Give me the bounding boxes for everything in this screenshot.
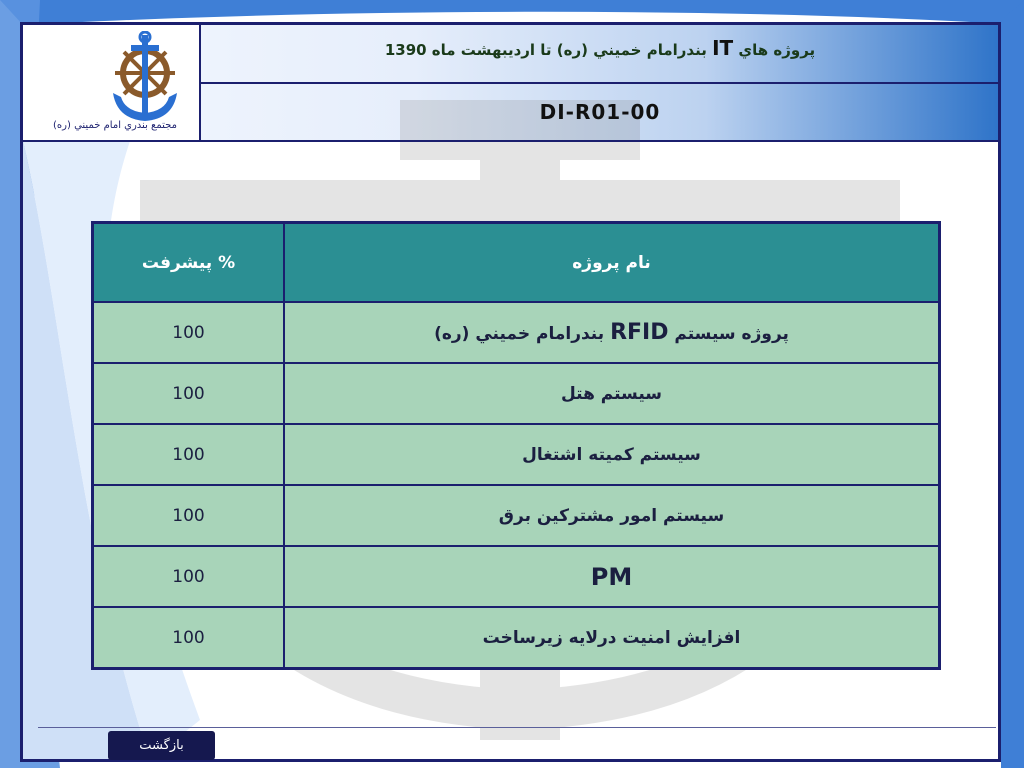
project-name-cell bbox=[284, 302, 940, 363]
table-row bbox=[93, 302, 940, 363]
project-name-cell: سيستم كميته اشتغال bbox=[284, 424, 940, 485]
project-name-cell: افزايش امنيت درلايه زيرساخت bbox=[284, 607, 940, 669]
table-row bbox=[93, 363, 940, 424]
progress-cell: 100 bbox=[93, 424, 285, 485]
table-header-row bbox=[93, 223, 940, 303]
project-name-cell: سيستم هتل bbox=[284, 363, 940, 424]
logo-caption: مجتمع بندري امام خميني (ره) bbox=[53, 120, 177, 131]
header-project-name: نام پروژه bbox=[284, 223, 940, 303]
project-name-cell: سيستم امور مشتركين برق bbox=[284, 485, 940, 546]
header-progress: % پيشرفت bbox=[93, 223, 285, 303]
title-suffix: بندرامام خميني (ره) تا ارديبهشت ماه 1390 bbox=[384, 41, 707, 59]
progress-cell: 100 bbox=[93, 485, 285, 546]
table-row bbox=[93, 485, 940, 546]
footer-divider bbox=[38, 727, 996, 728]
project-name-cell: PM bbox=[284, 546, 940, 607]
header-divider-bottom bbox=[23, 140, 998, 142]
progress-cell: 100 bbox=[93, 546, 285, 607]
project-name-part: بندرامام خميني (ره) bbox=[434, 324, 605, 344]
project-name-part: پروژه سيستم bbox=[674, 324, 789, 344]
project-name-latin: RFID bbox=[610, 320, 669, 345]
header-divider-middle bbox=[201, 82, 998, 84]
document-code: DI-R01-00 bbox=[539, 100, 661, 124]
progress-cell: 100 bbox=[93, 302, 285, 363]
progress-cell: 100 bbox=[93, 607, 285, 669]
title-it: IT bbox=[712, 36, 734, 60]
project-progress-table bbox=[91, 221, 941, 670]
page-title bbox=[202, 36, 998, 60]
back-button[interactable]: بازگشت bbox=[108, 731, 215, 760]
progress-cell: 100 bbox=[93, 363, 285, 424]
table-row bbox=[93, 424, 940, 485]
table-row bbox=[93, 607, 940, 669]
table-row bbox=[93, 546, 940, 607]
title-prefix: پروژه هاي bbox=[738, 41, 816, 59]
